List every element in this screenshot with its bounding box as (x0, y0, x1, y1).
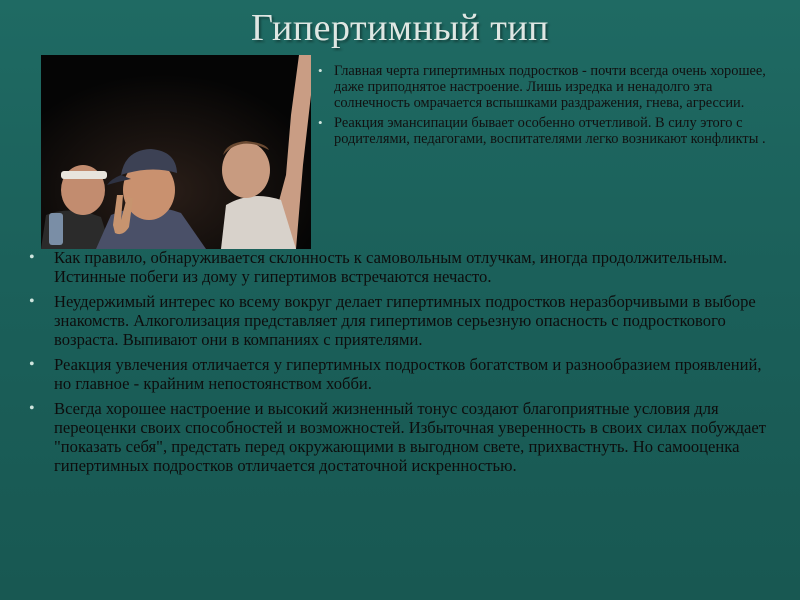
bullet-text: Всегда хорошее настроение и высокий жизненный тонус создают благоприятные условия для переоценки своих способностей и возможностей. Избыточная уверенность в своих силах побуждает "показать себя", предстать перед окружающими в выгодном свете, прихвастнуть. Но самооценка гипертимных подростков отличается достаточной искренностью. (54, 399, 767, 475)
top-bullet-list (318, 63, 770, 151)
bullet-icon: • (29, 293, 35, 310)
bullet-text: Главная черта гипертимных подростков - почти всегда очень хорошее, даже приподнятое настроение. Лишь изредка и ненадолго эта солнечность омрачается вспышками раздражения, гнева, агрессии. (334, 63, 766, 111)
bullet-icon: • (318, 63, 323, 78)
photo-illustration (41, 55, 311, 249)
bullet-text: Неудержимый интерес ко всему вокруг делает гипертимных подростков неразборчивыми в выборе знакомств. Алкоголизация представляет для гипертимов серьезную опасность с подросткового возраста. Выпивают они в компаниях с приятелями. (54, 292, 756, 349)
bullet-icon: • (318, 115, 323, 130)
list-item (25, 292, 780, 349)
list-item (25, 355, 780, 393)
bullet-icon: • (29, 400, 35, 417)
list-item (318, 63, 770, 111)
list-item (318, 115, 770, 147)
list-item (25, 399, 780, 475)
bullet-text: Реакция эмансипации бывает особенно отчетливой. В силу этого с родителями, педагогами, воспитателями легко возникают конфликты . (334, 115, 766, 147)
photo (41, 55, 311, 249)
bullet-icon: • (29, 249, 35, 266)
list-item (25, 248, 780, 286)
bullet-text: Как правило, обнаруживается склонность к самовольным отлучкам, иногда продолжительным. Истинные побеги из дому у гипертимов встречаются нечасто. (54, 248, 728, 286)
bullet-icon: • (29, 356, 35, 373)
bottom-bullet-list (25, 248, 780, 481)
bullet-text: Реакция увлечения отличается у гипертимных подростков богатством и разнообразием проявлений, но главное - крайним непостоянством хобби. (54, 355, 762, 393)
slide-title: Гипертимный тип (250, 7, 550, 49)
